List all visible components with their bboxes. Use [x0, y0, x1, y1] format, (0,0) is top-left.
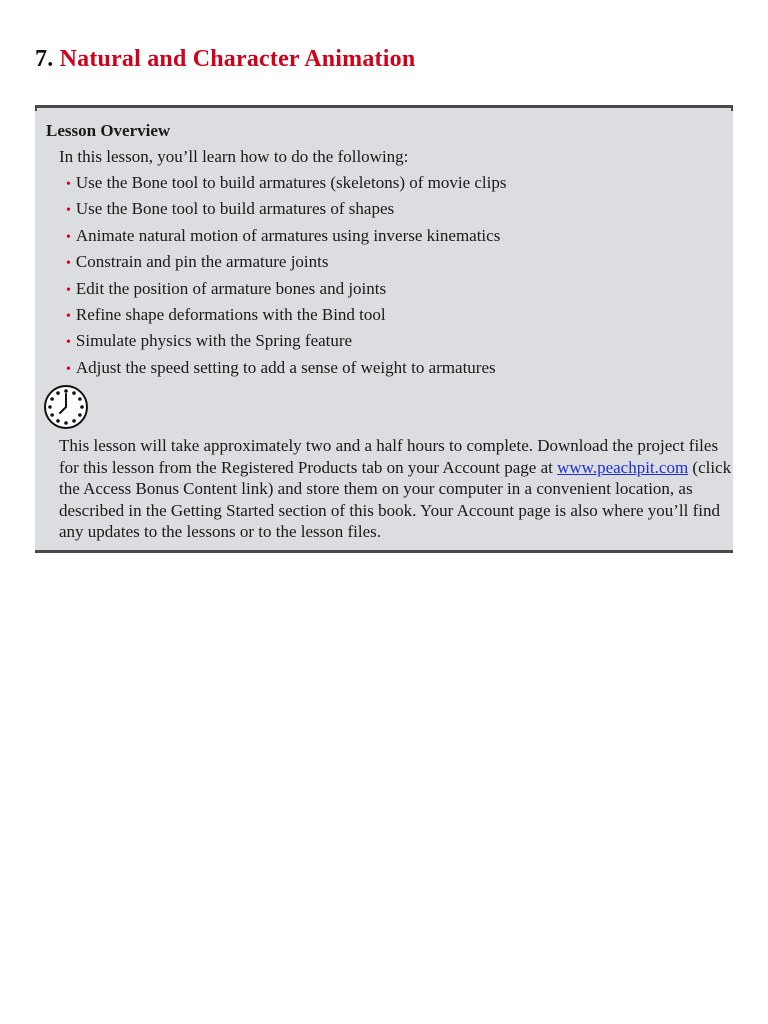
objective-text: Constrain and pin the armature joints: [75, 252, 329, 272]
lesson-overview-heading: Lesson Overview: [46, 121, 171, 140]
objective-text: Simulate physics with the Spring feature: [75, 331, 353, 351]
objective-text: Use the Bone tool to build armatures (skeletons) of movie clips: [75, 173, 507, 192]
time-note-text-continued: (click the Access Bonus Content link) and store them on your computer in a convenient location, as described in the Getting Started section of this book. Your Account page is also where you’ll find any updates to the lessons or to the lesson files.: [59, 457, 732, 541]
list-item: [66, 330, 506, 356]
list-item: [66, 198, 506, 224]
lesson-intro: In this lesson, you’ll learn how to do the following:: [59, 147, 409, 166]
objective-text: Refine shape deformations with the Bind tool: [75, 304, 386, 324]
clock-icon: [43, 384, 89, 430]
objective-text: Use the Bone tool to build armatures of shapes: [75, 199, 395, 219]
bullet-icon: •: [66, 256, 71, 272]
bullet-icon: •: [66, 203, 71, 219]
lesson-time-note: [59, 435, 733, 543]
bullet-icon: •: [66, 282, 71, 298]
bullet-icon: •: [66, 229, 71, 245]
list-item: [66, 225, 506, 251]
objectives-list: [66, 172, 506, 383]
objective-text: Edit the position of armature bones and joints: [75, 278, 387, 298]
list-item: [66, 278, 506, 304]
list-item: [66, 357, 506, 383]
bullet-icon: •: [66, 335, 71, 351]
list-item: [66, 172, 506, 198]
peachpit-link[interactable]: www.peachpit.com: [557, 457, 689, 477]
objective-text: Adjust the speed setting to add a sense of weight to armatures: [75, 357, 496, 377]
bullet-icon: •: [66, 177, 71, 192]
time-note-text: This lesson will take approximately two and a half hours to complete. Download the project files for this lesson from the Registered Products tab on your Account page at: [59, 436, 719, 477]
list-item: [66, 251, 506, 277]
chapter-name: Natural and Character Animation: [59, 46, 416, 72]
chapter-title: [35, 42, 415, 76]
chapter-number: 7.: [35, 46, 54, 72]
bullet-icon: •: [66, 361, 71, 377]
bullet-icon: •: [66, 308, 71, 324]
list-item: [66, 304, 506, 330]
lesson-overview-box: [35, 105, 733, 553]
objective-text: Animate natural motion of armatures using inverse kinematics: [75, 225, 501, 245]
